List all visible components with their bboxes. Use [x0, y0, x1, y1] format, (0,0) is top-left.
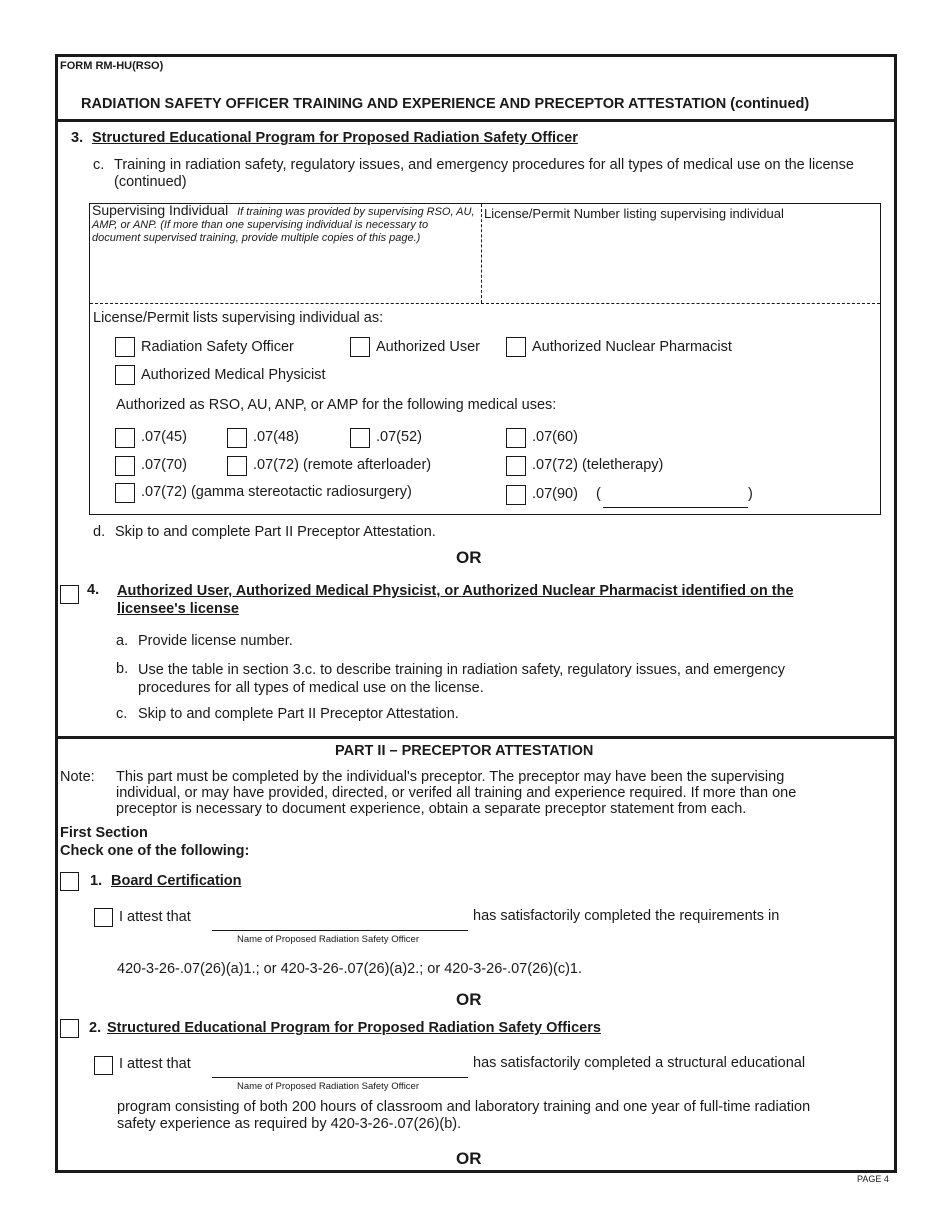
- section4-number: 4.: [87, 582, 100, 598]
- option2-name-input[interactable]: [212, 1059, 468, 1078]
- use-0748-checkbox[interactable]: [227, 428, 247, 448]
- or-divider-2: OR: [456, 990, 482, 1009]
- option1-number: 1.: [90, 873, 103, 889]
- use-0772-remote-label: .07(72) (remote afterloader): [253, 457, 432, 473]
- supervising-individual-field[interactable]: [92, 204, 478, 244]
- use-0770-checkbox[interactable]: [115, 456, 135, 476]
- use-0770-label: .07(70): [141, 457, 187, 473]
- license-number-field[interactable]: [484, 224, 879, 300]
- use-0772-teletherapy-label: .07(72) (teletherapy): [532, 457, 664, 473]
- table-divider-horizontal: [90, 303, 880, 304]
- use-0790-checkbox[interactable]: [506, 485, 526, 505]
- option1-checkbox[interactable]: [60, 872, 79, 891]
- section4-item-b-letter: b.: [116, 661, 129, 677]
- use-0752-checkbox[interactable]: [350, 428, 370, 448]
- section4-heading: Authorized User, Authorized Medical Physicist, or Authorized Nuclear Pharmacist identified on the licensee's license: [117, 583, 794, 617]
- use-0760-label: .07(60): [532, 429, 578, 445]
- option2-name-caption: Name of Proposed Radiation Safety Officer: [237, 1081, 420, 1092]
- option2-checkbox[interactable]: [60, 1019, 79, 1038]
- part2-heading: PART II – PRECEPTOR ATTESTATION: [335, 743, 594, 759]
- option1-attest-checkbox[interactable]: [94, 908, 113, 927]
- other-close-paren: ): [748, 486, 753, 502]
- use-0772-gamma-label: .07(72) (gamma stereotactic radiosurgery): [141, 484, 412, 500]
- section4-item-a-text: Provide license number.: [138, 633, 293, 649]
- option2-attest-prefix: I attest that: [119, 1056, 191, 1072]
- option2-attest-checkbox[interactable]: [94, 1056, 113, 1075]
- section3-item-d-text: Skip to and complete Part II Preceptor Attestation.: [115, 524, 436, 540]
- section4-item-c-letter: c.: [116, 706, 128, 722]
- option1-rules: 420-3-26-.07(26)(a)1.; or 420-3-26-.07(26)(a)2.; or 420-3-26-.07(26)(c)1.: [117, 961, 583, 977]
- use-0772-teletherapy-checkbox[interactable]: [506, 456, 526, 476]
- use-0760-checkbox[interactable]: [506, 428, 526, 448]
- option1-name-input[interactable]: [212, 912, 468, 931]
- license-number-label: License/Permit Number listing supervising individual: [484, 206, 784, 221]
- role-au-checkbox[interactable]: [350, 337, 370, 357]
- first-section-label: First Section: [60, 825, 148, 841]
- section4-item-b-text: Use the table in section 3.c. to describe training in radiation safety, regulatory issues, and emergency procedures for all types of medical use on the license.: [138, 662, 785, 696]
- option1-heading: Board Certification: [111, 873, 242, 889]
- note-text: This part must be completed by the individual's preceptor. The preceptor may have been the supervising individual, or may have provided, directed, or verifed all training and experience required. If more than one preceptor is necessary to document experience, obtain a separate preceptor statement from each.: [116, 769, 797, 817]
- section3-heading: Structured Educational Program for Proposed Radiation Safety Officer: [92, 130, 578, 146]
- table-divider-vertical: [481, 204, 482, 303]
- use-0745-label: .07(45): [141, 429, 187, 445]
- form-id: FORM RM-HU(RSO): [60, 60, 164, 72]
- role-au-label: Authorized User: [376, 339, 480, 355]
- use-0772-gamma-checkbox[interactable]: [115, 483, 135, 503]
- use-0748-label: .07(48): [253, 429, 299, 445]
- role-anp-label: Authorized Nuclear Pharmacist: [532, 339, 732, 355]
- supervising-note: If training was provided by supervising RSO, AU, AMP, or ANP. (If more than one supervising individual is necessary to document supervised training, provide multiple copies of this page.): [92, 206, 475, 244]
- section4-item-a-letter: a.: [116, 633, 129, 649]
- section4-item-c-text: Skip to and complete Part II Preceptor Attestation.: [138, 706, 459, 722]
- or-divider-3: OR: [456, 1149, 482, 1168]
- role-rso-checkbox[interactable]: [115, 337, 135, 357]
- section3-item-c-letter: c.: [93, 157, 105, 173]
- page-number: PAGE 4: [857, 1174, 889, 1184]
- section4-checkbox[interactable]: [60, 585, 79, 604]
- role-amp-checkbox[interactable]: [115, 365, 135, 385]
- use-0745-checkbox[interactable]: [115, 428, 135, 448]
- section3-item-c-text: Training in radiation safety, regulatory issues, and emergency procedures for all types of medical use on the license (continued): [114, 157, 854, 190]
- role-anp-checkbox[interactable]: [506, 337, 526, 357]
- other-open-paren: (: [596, 486, 601, 502]
- option2-heading: Structured Educational Program for Proposed Radiation Safety Officers: [107, 1020, 601, 1036]
- use-0772-remote-checkbox[interactable]: [227, 456, 247, 476]
- use-0790-other-input[interactable]: [603, 490, 748, 508]
- lists-as-label: License/Permit lists supervising individual as:: [93, 310, 384, 326]
- or-divider-1: OR: [456, 548, 482, 567]
- use-0790-label: .07(90): [532, 486, 578, 502]
- option2-text: program consisting of both 200 hours of classroom and laboratory training and one year of full-time radiation safety experience as required by 420-3-26-.07(26)(b).: [117, 1099, 811, 1132]
- header-divider: [55, 119, 896, 122]
- supervising-label: Supervising Individual: [92, 202, 229, 218]
- section3-number: 3.: [71, 130, 84, 146]
- part2-divider: [55, 736, 896, 739]
- option1-name-caption: Name of Proposed Radiation Safety Officer: [237, 934, 420, 945]
- note-label: Note:: [60, 769, 95, 785]
- option1-attest-prefix: I attest that: [119, 909, 191, 925]
- check-one-label: Check one of the following:: [60, 843, 250, 859]
- role-amp-label: Authorized Medical Physicist: [141, 367, 326, 383]
- option2-attest-suffix: has satisfactorily completed a structural educational: [473, 1055, 806, 1071]
- option2-number: 2.: [89, 1020, 102, 1036]
- section3-item-d-letter: d.: [93, 524, 106, 540]
- option1-attest-suffix: has satisfactorily completed the requirements in: [473, 908, 780, 924]
- form-title: RADIATION SAFETY OFFICER TRAINING AND EXPERIENCE AND PRECEPTOR ATTESTATION (continued): [81, 96, 810, 112]
- use-0752-label: .07(52): [376, 429, 422, 445]
- role-rso-label: Radiation Safety Officer: [141, 339, 294, 355]
- authorized-as-label: Authorized as RSO, AU, ANP, or AMP for the following medical uses:: [116, 397, 557, 413]
